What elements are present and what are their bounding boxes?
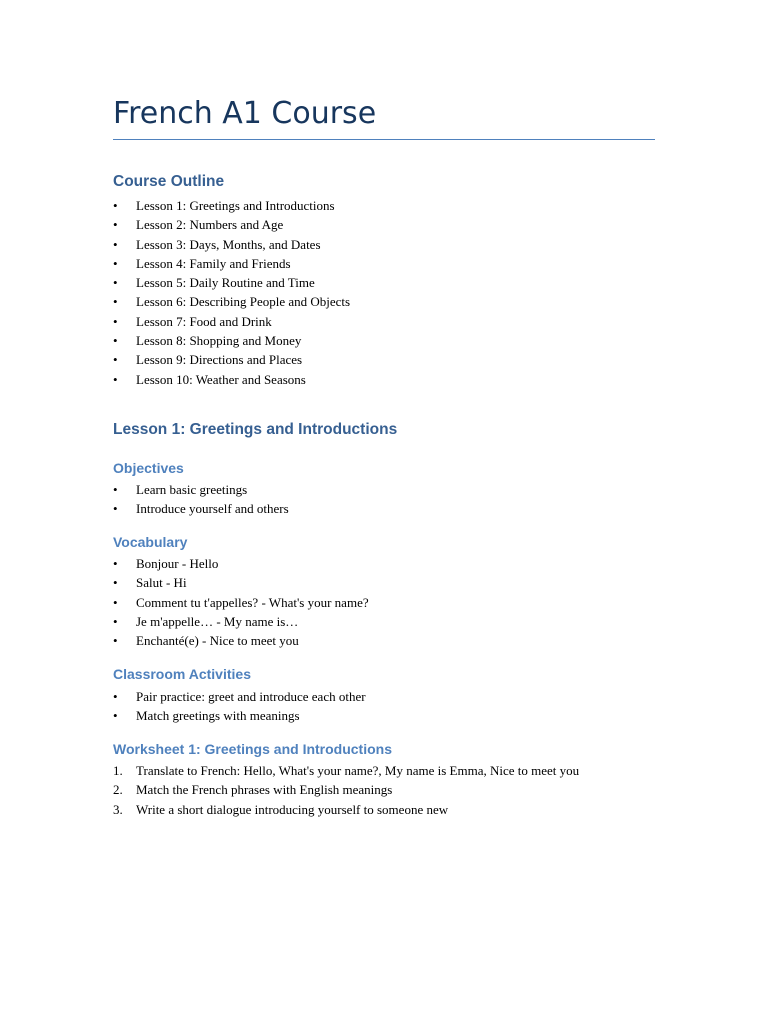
bullet-icon: • <box>113 198 118 213</box>
course-outline-list <box>113 196 655 389</box>
bullet-icon: • <box>113 689 118 704</box>
title-underline <box>113 139 655 140</box>
worksheet-heading: Worksheet 1: Greetings and Introductions <box>113 741 393 757</box>
list-item <box>113 350 655 369</box>
list-item <box>113 573 655 592</box>
list-item <box>113 273 655 292</box>
list-item <box>113 235 655 254</box>
bullet-icon: • <box>113 313 118 329</box>
list-item-text: Enchanté(e) - Nice to meet you <box>136 633 299 649</box>
list-item <box>113 331 655 350</box>
bullet-icon: • <box>113 501 118 517</box>
list-item <box>113 554 655 573</box>
list-item <box>113 499 655 518</box>
bullet-icon: • <box>113 236 118 252</box>
list-number: 3. <box>113 801 123 817</box>
vocabulary-list <box>113 554 655 650</box>
list-number: 2. <box>113 782 123 798</box>
list-item <box>113 706 655 725</box>
bullet-icon: • <box>113 275 118 291</box>
lesson-1-heading: Lesson 1: Greetings and Introductions <box>113 421 398 438</box>
bullet-icon: • <box>113 352 118 368</box>
list-item-text: Je m'appelle… - My name is… <box>136 613 299 629</box>
list-item <box>113 292 655 311</box>
list-item <box>113 687 655 706</box>
list-item-text: Learn basic greetings <box>136 482 248 497</box>
list-item <box>113 780 655 799</box>
list-item-text: Match the French phrases with English meanings <box>136 782 393 798</box>
list-item-text: Lesson 9: Directions and Places <box>136 352 303 368</box>
classroom-activities-list <box>113 687 655 726</box>
bullet-icon: • <box>113 294 118 310</box>
vocabulary-heading: Vocabulary <box>113 534 188 550</box>
list-item-text: Comment tu t'appelles? - What's your name? <box>136 594 369 610</box>
list-item <box>113 370 655 389</box>
list-item-text: Write a short dialogue introducing yourself to someone new <box>136 801 449 817</box>
bullet-icon: • <box>113 556 118 571</box>
list-item <box>113 800 655 819</box>
list-item <box>113 631 655 650</box>
document-title: French A1 Course <box>113 96 377 131</box>
list-item <box>113 254 655 273</box>
bullet-icon: • <box>113 482 118 497</box>
bullet-icon: • <box>113 217 118 233</box>
list-item <box>113 761 655 780</box>
list-item-text: Lesson 4: Family and Friends <box>136 255 291 271</box>
list-item <box>113 612 655 631</box>
objectives-heading: Objectives <box>113 460 184 476</box>
bullet-icon: • <box>113 255 118 271</box>
list-item <box>113 480 655 499</box>
bullet-icon: • <box>113 371 118 387</box>
list-item <box>113 215 655 234</box>
list-item-text: Lesson 1: Greetings and Introductions <box>136 198 335 213</box>
list-item-text: Lesson 5: Daily Routine and Time <box>136 275 315 291</box>
worksheet-list <box>113 761 655 819</box>
list-item-text: Lesson 8: Shopping and Money <box>136 333 302 349</box>
list-item-text: Lesson 3: Days, Months, and Dates <box>136 236 321 252</box>
classroom-activities-heading: Classroom Activities <box>113 666 251 682</box>
bullet-icon: • <box>113 708 118 724</box>
list-item-text: Pair practice: greet and introduce each other <box>136 689 366 704</box>
bullet-icon: • <box>113 633 118 649</box>
list-item-text: Introduce yourself and others <box>136 501 289 517</box>
bullet-icon: • <box>113 594 118 610</box>
list-item-text: Translate to French: Hello, What's your name?, My name is Emma, Nice to meet you <box>136 763 580 778</box>
list-item-text: Lesson 10: Weather and Seasons <box>136 371 306 387</box>
bullet-icon: • <box>113 613 118 629</box>
course-outline-heading: Course Outline <box>113 173 225 190</box>
list-item-text: Bonjour - Hello <box>136 556 219 571</box>
bullet-icon: • <box>113 575 118 591</box>
list-number: 1. <box>113 763 123 778</box>
list-item-text: Lesson 6: Describing People and Objects <box>136 294 351 310</box>
list-item-text: Lesson 7: Food and Drink <box>136 313 272 329</box>
list-item <box>113 196 655 215</box>
objectives-list <box>113 480 655 519</box>
list-item <box>113 593 655 612</box>
bullet-icon: • <box>113 333 118 349</box>
list-item-text: Match greetings with meanings <box>136 708 300 724</box>
list-item-text: Lesson 2: Numbers and Age <box>136 217 284 233</box>
list-item <box>113 312 655 331</box>
list-item-text: Salut - Hi <box>136 575 187 591</box>
